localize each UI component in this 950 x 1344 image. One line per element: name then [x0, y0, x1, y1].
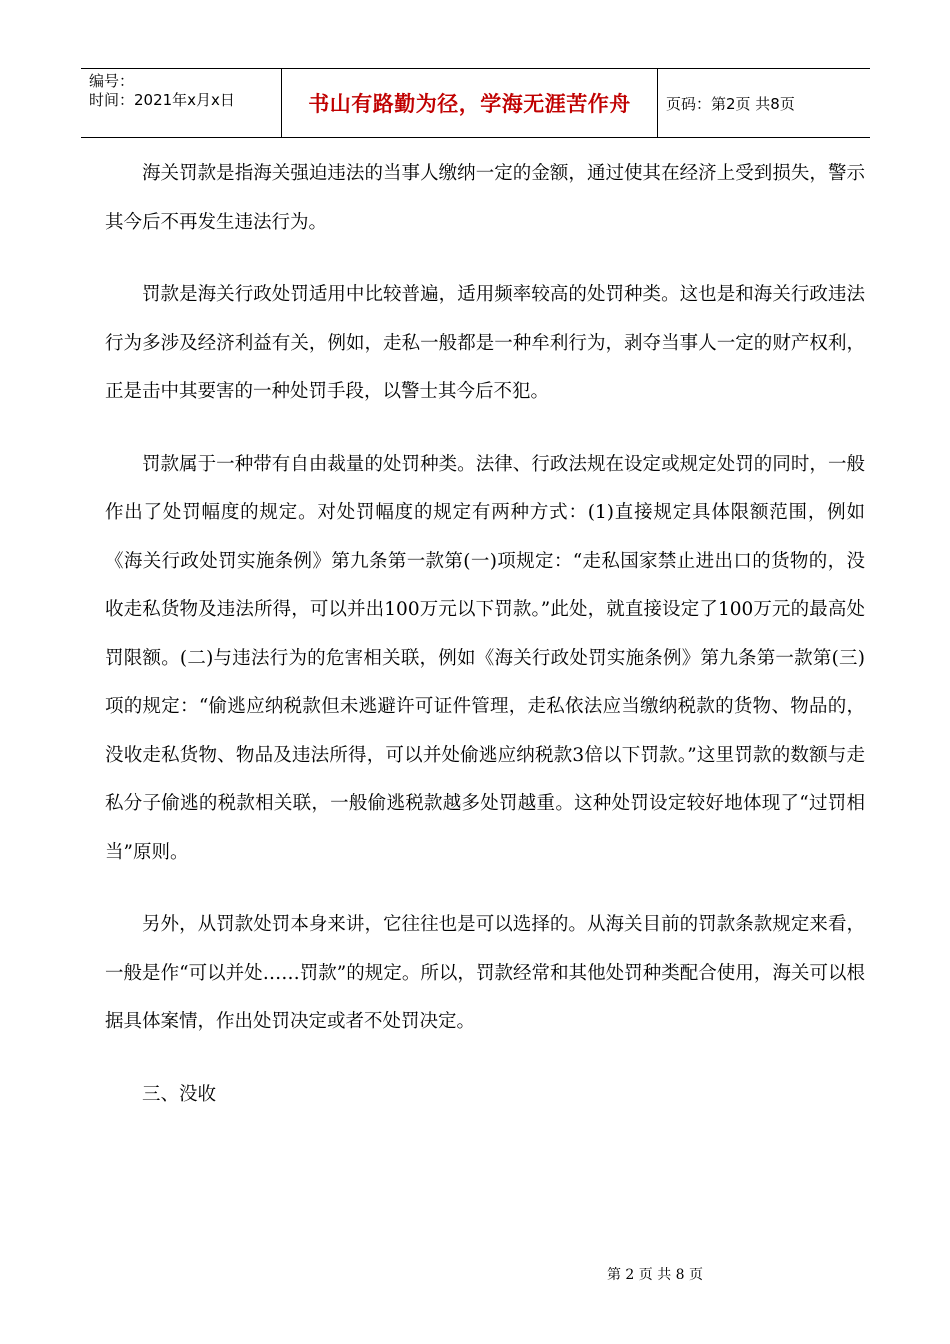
header-info-cell: [81, 69, 282, 137]
page-footer: [0, 1264, 950, 1284]
body-paragraph: 海关罚款是指海关强迫违法的当事人缴纳一定的金额，通过使其在经济上受到损失，警示其今后不再发生违法行为。: [105, 163, 865, 233]
document-date-label: 时间：2021年x月x日: [89, 91, 235, 109]
section-heading: 三、没收: [142, 1083, 217, 1105]
header-motto-cell: [282, 69, 658, 137]
body-paragraph: 另外，从罚款处罚本身来讲，它往往也是可以选择的。从海关目前的罚款条款规定来看，一般是作“可以并处……罚款”的规定。所以，罚款经常和其他处罚种类配合使用，海关可以根据具体案情，作出处罚决定或者不处罚决定。: [105, 914, 865, 1032]
body-paragraph: 罚款属于一种带有自由裁量的处罚种类。法律、行政法规在设定或规定处罚的同时，一般作出了处罚幅度的规定。对处罚幅度的规定有两种方式：(1)直接规定具体限额范围，例如《海关行政处罚实施条例》第九条第一款第(一)项规定：“走私国家禁止进出口的货物的，没收走私货物及违法所得，可以并出100万元以下罚款。”此处，就直接设定了100万元的最高处罚限额。(二)与违法行为的危害相关联，例如《海关行政处罚实施条例》第九条第一款第(三)项的规定：“偷逃应纳税款但未逃避许可证件管理，走私依法应当缴纳税款的货物、物品的，没收走私货物、物品及违法所得，可以并处偷逃应纳税款3倍以下罚款。”这里罚款的数额与走私分子偷逃的税款相关联，一般偷逃税款越多处罚越重。这种处罚设定较好地体现了“过罚相当”原则。: [105, 453, 865, 863]
header-page-cell: [658, 69, 870, 137]
header-page-label: 页码：第2页 共8页: [666, 94, 795, 113]
page-header: [81, 68, 870, 138]
document-number-label: 编号：: [89, 72, 135, 90]
body-paragraph: 罚款是海关行政处罚适用中比较普遍，适用频率较高的处罚种类。这也是和海关行政违法行为多涉及经济利益有关，例如，走私一般都是一种牟利行为，剥夺当事人一定的财产权利，正是击中其要害的一种处罚手段，以警士其今后不犯。: [105, 284, 865, 402]
document-body: [105, 150, 865, 1143]
header-motto: 书山有路勤为径，学海无涯苦作舟: [308, 92, 631, 116]
footer-page-number: 第 2 页 共 8 页: [606, 1267, 704, 1283]
